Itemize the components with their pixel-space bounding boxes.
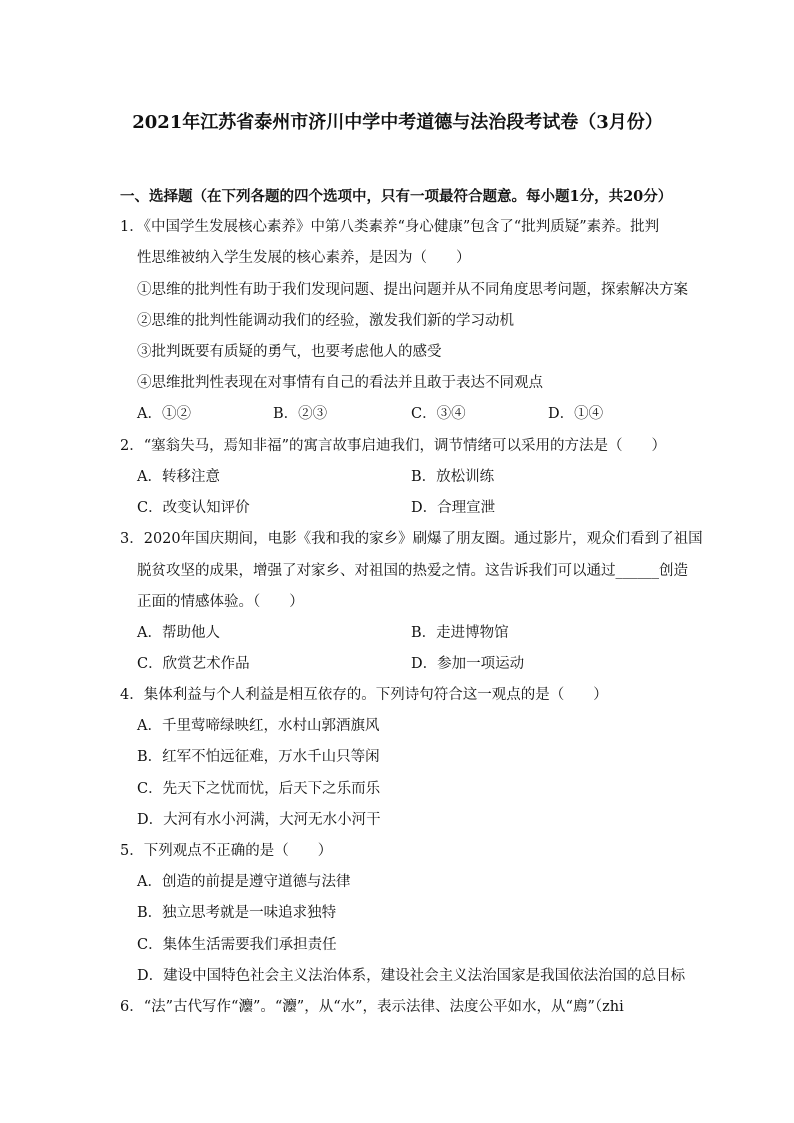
question-1-statement-3: ③批判既要有质疑的勇气，也要考虑他人的感受: [137, 344, 442, 360]
question-5-stem: 5．下列观点不正确的是（ ）: [120, 843, 333, 859]
question-1-statement-4: ④思维批判性表现在对事情有自己的看法并且敢于表达不同观点: [137, 375, 543, 391]
question-2-option-c: C．改变认知评价: [137, 500, 250, 516]
question-3-stem-line-1: 3．2020年国庆期间，电影《我和我的家乡》刷爆了朋友圈。通过影片，观众们看到了祖国: [120, 531, 703, 547]
question-1-option-b: B．②③: [273, 406, 328, 422]
question-4-option-a: A．千里莺啼绿映红，水村山郭酒旗风: [137, 718, 380, 734]
question-1-statement-2: ②思维的批判性能调动我们的经验，激发我们新的学习动机: [137, 313, 514, 329]
question-1-option-d: D．①④: [548, 406, 604, 422]
question-1-option-c: C．③④: [411, 406, 466, 422]
question-1-statement-1: ①思维的批判性有助于我们发现问题、提出问题并从不同角度思考问题，探索解决方案: [137, 282, 688, 298]
question-3-option-b: B．走进博物馆: [411, 625, 509, 641]
question-4-option-b: B．红军不怕远征难，万水千山只等闲: [137, 749, 380, 765]
question-4-stem: 4．集体利益与个人利益是相互依存的。下列诗句符合这一观点的是（ ）: [120, 687, 608, 703]
question-2-option-d: D．合理宣泄: [411, 500, 496, 516]
question-1-option-a: A．①②: [137, 406, 191, 422]
question-5-option-d: D．建设中国特色社会主义法治体系，建设社会主义法治国家是我国依法治国的总目标: [137, 968, 686, 984]
question-2-option-b: B．放松训练: [411, 469, 495, 485]
question-3-stem-line-3: 正面的情感体验。（ ）: [137, 594, 304, 610]
question-2-stem: 2．“塞翁失马，焉知非福”的寓言故事启迪我们，调节情绪可以采用的方法是（ ）: [120, 438, 667, 454]
question-5-option-b: B．独立思考就是一味追求独特: [137, 905, 337, 921]
question-3-option-a: A．帮助他人: [137, 625, 220, 641]
question-3-stem-line-2: 脱贫攻坚的成果，增强了对家乡、对祖国的热爱之情。这告诉我们可以通过______创造: [137, 563, 688, 579]
question-6-stem-line-1: 6．“法”古代写作“灋”。“灋”，从“水”，表示法律、法度公平如水，从“廌”（zhi: [120, 999, 624, 1015]
question-1-stem-line-1: 1．《中国学生发展核心素养》中第八类素养“身心健康”包含了“批判质疑”素养。批判: [120, 219, 660, 235]
section-heading: 一、选择题（在下列各题的四个选项中，只有一项最符合题意。每小题1分，共20分）: [120, 188, 673, 205]
question-4-option-c: C．先天下之忧而忧，后天下之乐而乐: [137, 781, 381, 797]
question-5-option-a: A．创造的前提是遵守道德与法律: [137, 874, 351, 890]
question-3-option-c: C．欣赏艺术作品: [137, 656, 250, 672]
question-1-stem-line-2: 性思维被纳入学生发展的核心素养，是因为（ ）: [137, 250, 471, 266]
question-3-option-d: D．参加一项运动: [411, 656, 525, 672]
question-4-option-d: D．大河有水小河满，大河无水小河干: [137, 812, 381, 828]
question-2-option-a: A．转移注意: [137, 469, 220, 485]
page-title: 2021年江苏省泰州市济川中学中考道德与法治段考试卷（3月份）: [132, 112, 663, 133]
question-5-option-c: C．集体生活需要我们承担责任: [137, 937, 337, 953]
